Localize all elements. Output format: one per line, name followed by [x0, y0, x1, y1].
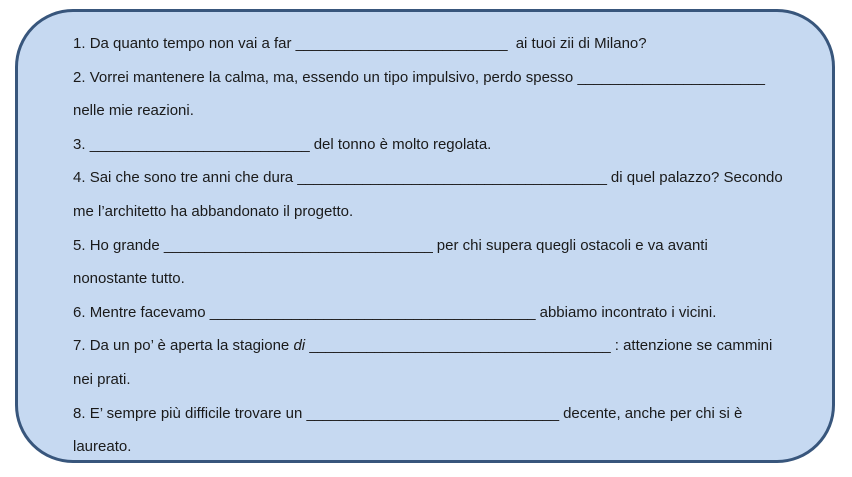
- item-continuation: laureato.: [73, 438, 132, 456]
- item-number: 5.: [73, 236, 86, 254]
- answer-blank-3[interactable]: ___________________________: [89, 135, 310, 153]
- exercise-item-4-continuation: [73, 195, 835, 229]
- exercise-item-3: [73, 128, 835, 162]
- item-text-before: Vorrei mantenere la calma, ma, essendo un tipo impulsivo, perdo spesso: [89, 68, 574, 86]
- exercise-item-1: [73, 27, 835, 61]
- item-continuation: nei prati.: [73, 370, 131, 388]
- item-number: 6.: [73, 303, 86, 321]
- item-text-before: E’ sempre più difficile trovare un: [89, 404, 303, 422]
- answer-blank-1[interactable]: __________________________: [295, 35, 508, 52]
- item-text-before: Da un po’ è aperta la stagione: [89, 337, 290, 355]
- answer-blank-7[interactable]: _____________________________________: [309, 337, 611, 355]
- item-text-after: per chi supera quegli ostacoli e va avanti: [436, 236, 708, 254]
- item-text-before: Ho grande: [89, 236, 160, 254]
- item-number: 1.: [73, 35, 86, 52]
- exercise-item-2-continuation: [73, 94, 835, 128]
- item-number: 4.: [73, 169, 86, 187]
- exercise-item-8: [73, 397, 835, 431]
- answer-blank-2[interactable]: _______________________: [577, 68, 765, 86]
- item-text-after: ai tuoi zii di Milano?: [515, 35, 647, 52]
- exercise-item-7: [73, 329, 835, 363]
- item-continuation: nonostante tutto.: [73, 270, 185, 288]
- answer-blank-8[interactable]: _______________________________: [306, 404, 559, 422]
- answer-blank-4[interactable]: ______________________________________: [297, 169, 607, 187]
- item-number: 2.: [73, 68, 86, 86]
- exercise-item-5: [73, 229, 835, 263]
- exercise-list: [73, 27, 835, 464]
- exercise-item-5-continuation: [73, 262, 835, 296]
- exercise-item-4: [73, 161, 835, 195]
- item-text-before: Da quanto tempo non vai a far: [89, 35, 292, 52]
- item-number: 3.: [73, 135, 86, 153]
- answer-blank-5[interactable]: _________________________________: [163, 236, 433, 254]
- item-text-after: del tonno è molto regolata.: [313, 135, 492, 153]
- exercise-item-6: [73, 296, 835, 330]
- item-text-after: : attenzione se cammini: [614, 337, 773, 355]
- item-text-before: Mentre facevamo: [89, 303, 206, 321]
- item-continuation: nelle mie reazioni.: [73, 102, 194, 120]
- exercise-item-8-continuation: [73, 430, 835, 464]
- item-number: 8.: [73, 404, 86, 422]
- item-continuation: me l’architetto ha abbandonato il progetto.: [73, 202, 354, 220]
- item-text-after: di quel palazzo? Secondo: [610, 169, 783, 187]
- item-text-before: Sai che sono tre anni che dura: [89, 169, 294, 187]
- item-italic-word: di: [293, 337, 306, 355]
- item-text-after: abbiamo incontrato i vicini.: [539, 303, 717, 321]
- exercise-item-7-continuation: [73, 363, 835, 397]
- exercise-item-2: [73, 61, 835, 95]
- item-text-after: decente, anche per chi si è: [563, 404, 743, 422]
- answer-blank-6[interactable]: ________________________________________: [209, 303, 536, 321]
- item-number: 7.: [73, 337, 86, 355]
